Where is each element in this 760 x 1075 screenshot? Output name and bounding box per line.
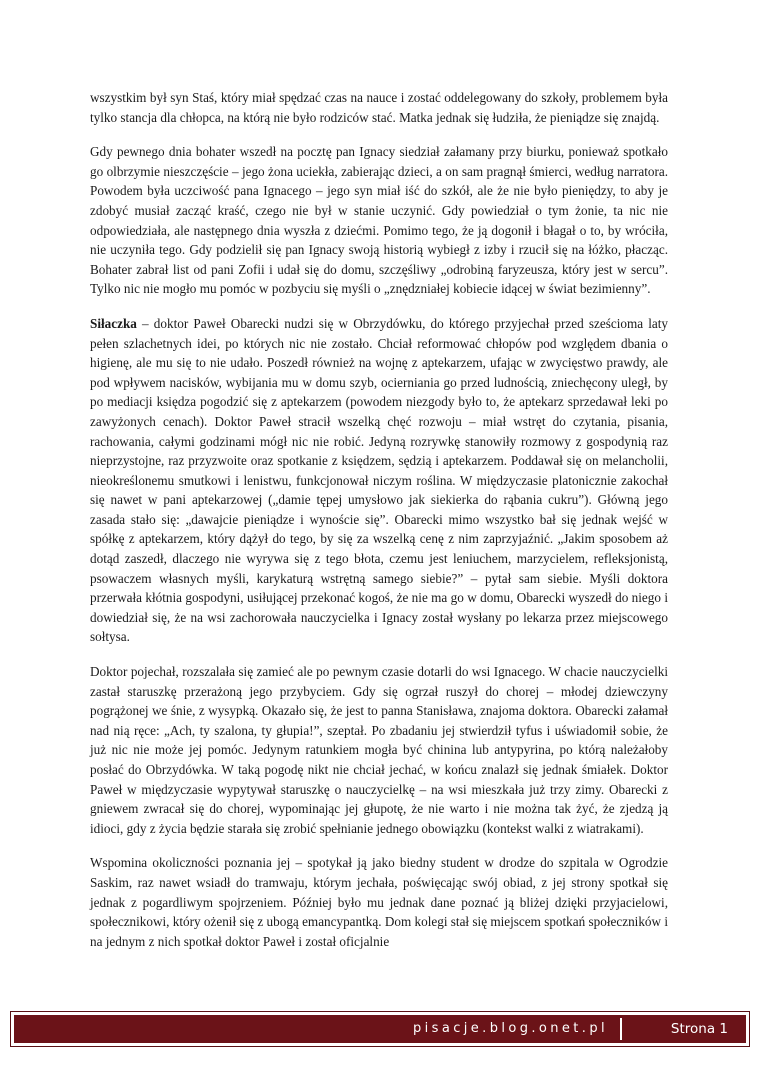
paragraph-3-term: Siłaczka: [90, 315, 137, 331]
paragraph-4: [90, 662, 668, 838]
page-number: Strona 1: [670, 1021, 728, 1037]
page-footer: [10, 1011, 750, 1047]
paragraph-5: [90, 853, 668, 951]
paragraph-2-text: Gdy pewnego dnia bohater wszedł na pocztę pan Ignacy siedział załamany przy biurku, ponieważ spotkało go olbrzymie nieszczęście – jego żona uciekła, zabierając dzieci, a on sam pragnął śmierci, według narratora. Powodem była uczciwość pana Ignacego – jego syn miał iść do szkół, ale że nie było pieniędzy, to aby je zdobyć musiał zacząć kraść, czego nie był w stanie uczynić. Gdy powiedział o tym żonie, ta nic nie odpowiedziała, ale następnego dnia wyszła z dziećmi. Pomimo tego, że ją dogonił i błagał o to, by wróciła, nie uczyniła tego. Gdy podzielił się pan Ignacy swoją historią wybiegł z izby i rzucił się na łóżko, płacząc. Bohater zabrał list od pani Zofii i udał się do domu, szczęśliwy „odrobiną faryzeusza, który jest w sercu”. Tylko nic nie mogło mu pomóc w pozbyciu się myśli o „znędzniałej kobiecie idącej w świat bezimienny”.: [90, 144, 668, 297]
paragraph-1-text: wszystkim był syn Staś, który miał spędzać czas na nauce i zostać oddelegowany do szkoły, problemem była tylko stancja dla chłopca, na którą nie było rodziców stać. Matka jednak się łudziła, że pieniądze się znajdą.: [90, 90, 668, 125]
paragraph-3-text: – doktor Paweł Obarecki nudzi się w Obrzydówku, do którego przyjechał przed sześcioma laty pełen szlachetnych idei, po których nic nie zostało. Chciał reformować chłopów pod względem dbania o higienę, ale mu się to nie udało. Poszedł również na wojnę z aptekarzem, ufając w zwycięstwo prawdy, ale pod wpływem nacisków, wybijania mu w domu szyb, ocierniania go przed ludnością, zniechęcony uległ, by po mediacji księdza pogodzić się z aptekarzem (powodem niezgody było to, że aptekarz sprzedawał leki po zawyżonych cenach). Doktor Paweł stracił wszelką chęć rozwoju – miał wstręt do czytania, pisania, rachowania, całymi godzinami mógł nic nie robić. Jedyną rozrywkę stanowiły rozmowy z gospodynią raz nieprzystojne, raz przyzwoite oraz spotkanie z księdzem, sędzią i aptekarzem. Poddawał się on melancholii, nieokreślonemu smutkowi i lenistwu, funkcjonował niczym roślina. W międzyczasie platonicznie zakochał się nawet w pani aptekarzowej („damie tępej umysłowo jak siekierka do rąbania cukru”). Główną jego zasada stało się: „dawajcie pieniądze i wynoście się”. Obarecki mimo wszystko bał się jednak wejść w spółkę z aptekarzem, który dążył do tego, by się za wszelką cenę z nim zaprzyjaźnić. „Jakim sposobem aż dotąd zaszedł, dlaczego nie wyrywa się z tego błota, czemu jest leniuchem, marzycielem, refleksjonistą, psowaczem własnych myśli, karykaturą wstrętną samego siebie?” – pytał sam siebie. Myśli doktora przerwała kłótnia gospodyni, usiłującej przekonać kogoś, że nie ma go w domu, Obarecki wyszedł do niego i dowiedział się, że na wsi zachorowała nauczycielka i Ignacy został wysłany po lekarza przez miejscowego sołtysa.: [90, 315, 668, 645]
footer-bar: [14, 1015, 746, 1043]
paragraph-2: [90, 142, 668, 299]
paragraph-5-text: Wspomina okoliczności poznania jej – spotykał ją jako biedny student w drodze do szpitala w Ogrodzie Saskim, raz nawet wsiadł do tramwaju, którym jechała, poświęcając swój obiad, z jej strony spotkał się jednak z pogardliwym spojrzeniem. Później było mu jednak dane poznać ją bliżej dzięki przyjacielowi, społecznikowi, który ożenił się z ubogą emancypantką. Dom kolegi stał się miejscem spotkań społeczników i na jednym z nich spotkał doktor Paweł i został oficjalnie: [90, 855, 668, 949]
paragraph-3: [90, 314, 668, 647]
paragraph-4-text: Doktor pojechał, rozszalała się zamieć ale po pewnym czasie dotarli do wsi Ignacego. W chacie nauczycielki zastał staruszkę przerażoną jego przybyciem. Gdy się ogrzał ruszył do chorej – młodej dziewczyny pogrążonej we śnie, z wysypką. Okazało się, że jest to panna Stanisława, znajoma doktora. Obarecki załamał nad nią ręce: „Ach, ty szalona, ty głupia!”, szeptał. Po zbadaniu jej stwierdził tyfus i uświadomił sobie, że już nic nie może jej pomóc. Jedynym ratunkiem mogła być chinina lub antypyrina, po którą należałoby posłać do Obrzydówka. W taką pogodę nikt nie chciał jechać, w końcu znalazł się jednak śmiałek. Doktor Paweł w międzyczasie wypytywał staruszkę o nauczycielkę – na wsi mieszkała już trzy zimy. Obarecki z gniewem zwracał się do chorej, wypominając jej głupotę, że nie warto i nie można tak żyć, że zjedzą ją idioci, gdy z życia będzie starała się zrobić spełnianie jednego obowiązku (kontekst walki z wiatrakami).: [90, 664, 668, 836]
footer-separator: [620, 1018, 622, 1040]
paragraph-1: [90, 88, 668, 127]
document-body: [90, 88, 668, 966]
footer-site-link[interactable]: pisacje.blog.onet.pl: [413, 1021, 608, 1036]
